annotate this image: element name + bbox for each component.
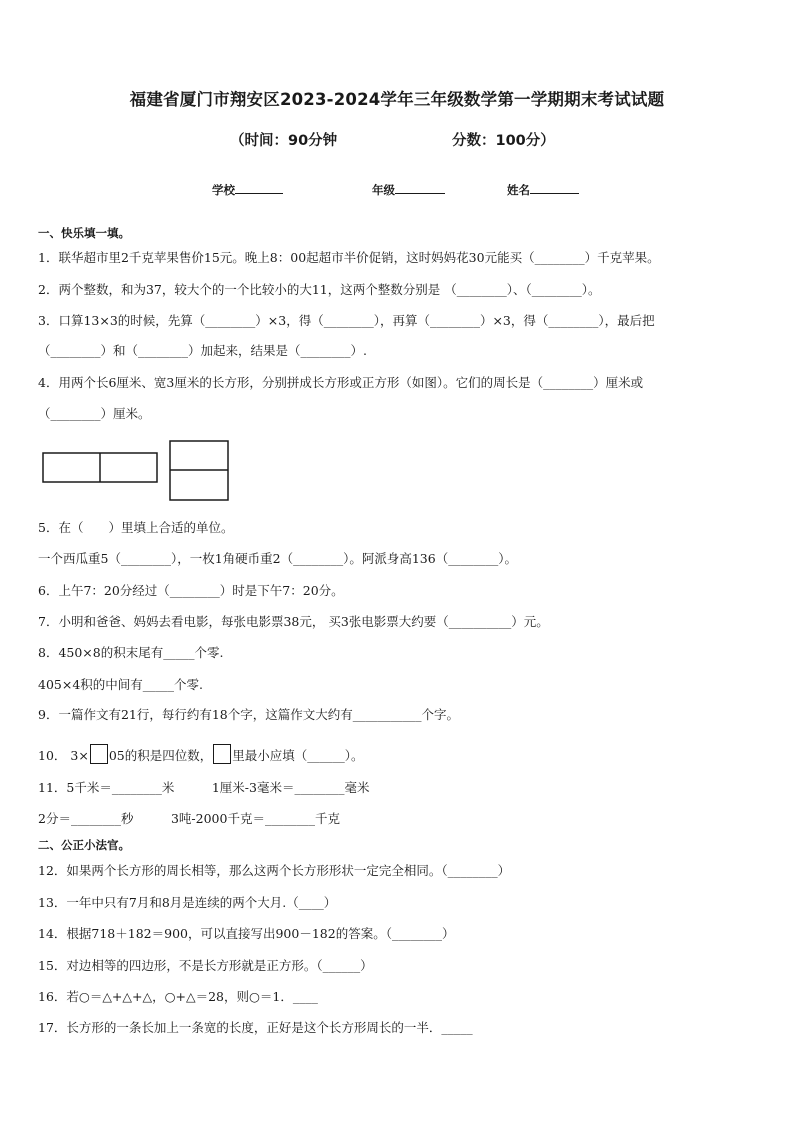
question-10-middle: 05的积是四位数， [108,748,213,763]
grade-label: 年级 [372,183,395,197]
question-5-line-2: 一个西瓜重5（________），一枚1角硬币重2（________）。阿派身高136（________）。 [38,551,517,566]
question-8-line-1: 8．450×8的积末尾有_____个零. [38,645,224,660]
question-10 [38,744,363,764]
name-label: 姓名 [507,183,530,197]
question-3-line-1: 3．口算13×3的时候，先算（________）×3，得（________），再算（________）×3，得（________），最后把 [38,313,655,328]
question-4-line-1: 4．用两个长6厘米、宽3厘米的长方形，分别拼成长方形或正方形（如图）。它们的周长是（________）厘米或 [38,375,644,390]
question-16: 16．若○＝△+△+△，○+△＝28，则○＝1．____ [38,989,318,1004]
question-4-line-2: （________）厘米。 [38,406,151,421]
question-7: 7．小明和爸爸、妈妈去看电影，每张电影票38元， 买3张电影票大约要（__________）元。 [38,614,549,629]
question-3-line-2: （________）和（________）加起来，结果是（________）. [38,343,367,358]
question-17: 17．长方形的一条长加上一条宽的长度，正好是这个长方形周长的一半．_____ [38,1020,473,1035]
question-2: 2．两个整数，和为37，较大个的一个比较小的大11，这两个整数分别是 （________）、（________）。 [38,282,601,297]
page-title: 福建省厦门市翔安区2023-2024学年三年级数学第一学期期末考试试题 [129,90,665,109]
section-1-heading: 一、快乐填一填。 [38,226,130,240]
question-10-prefix: 10． 3× [38,748,89,763]
grade-field [372,181,445,198]
name-field [507,181,579,198]
answer-box[interactable] [90,744,108,764]
section-2-heading: 二、公正小法官。 [38,838,130,852]
question-5-line-1: 5．在（ ）里填上合适的单位。 [38,520,234,535]
score-label: 分数：100分） [452,133,555,149]
question-1: 1．联华超市里2千克苹果售价15元。晚上8：00起超市半价促销，这时妈妈花30元能买（________）千克苹果。 [38,250,660,265]
question-9: 9．一篇作文有21行，每行约有18个字，这篇作文大约有___________个字。 [38,707,460,722]
question-11-line-2: 2分＝________秒 3吨-2000千克＝________千克 [38,811,340,826]
name-blank[interactable] [530,181,579,194]
rectangles-figure [42,440,242,504]
school-label: 学校 [212,183,235,197]
question-15: 15．对边相等的四边形，不是长方形就是正方形。（______） [38,958,373,973]
question-12: 12．如果两个长方形的周长相等，那么这两个长方形形状一定完全相同。（________） [38,863,511,878]
question-10-suffix: 里最小应填（______）。 [232,748,364,763]
question-14: 14．根据718＋182＝900，可以直接写出900－182的答案。（________） [38,926,455,941]
question-8-line-2: 405×4积的中间有_____个零. [38,677,204,692]
question-11-line-1: 11．5千米＝________米 1厘米-3毫米＝________毫米 [38,780,370,795]
school-blank[interactable] [235,181,283,194]
question-6: 6．上午7：20分经过（________）时是下午7：20分。 [38,583,344,598]
answer-box-ref [213,744,231,764]
grade-blank[interactable] [395,181,445,194]
school-field [212,181,283,198]
question-13: 13．一年中只有7月和8月是连续的两个大月.（____） [38,895,337,910]
time-label: （时间：90分钟 [230,133,338,149]
